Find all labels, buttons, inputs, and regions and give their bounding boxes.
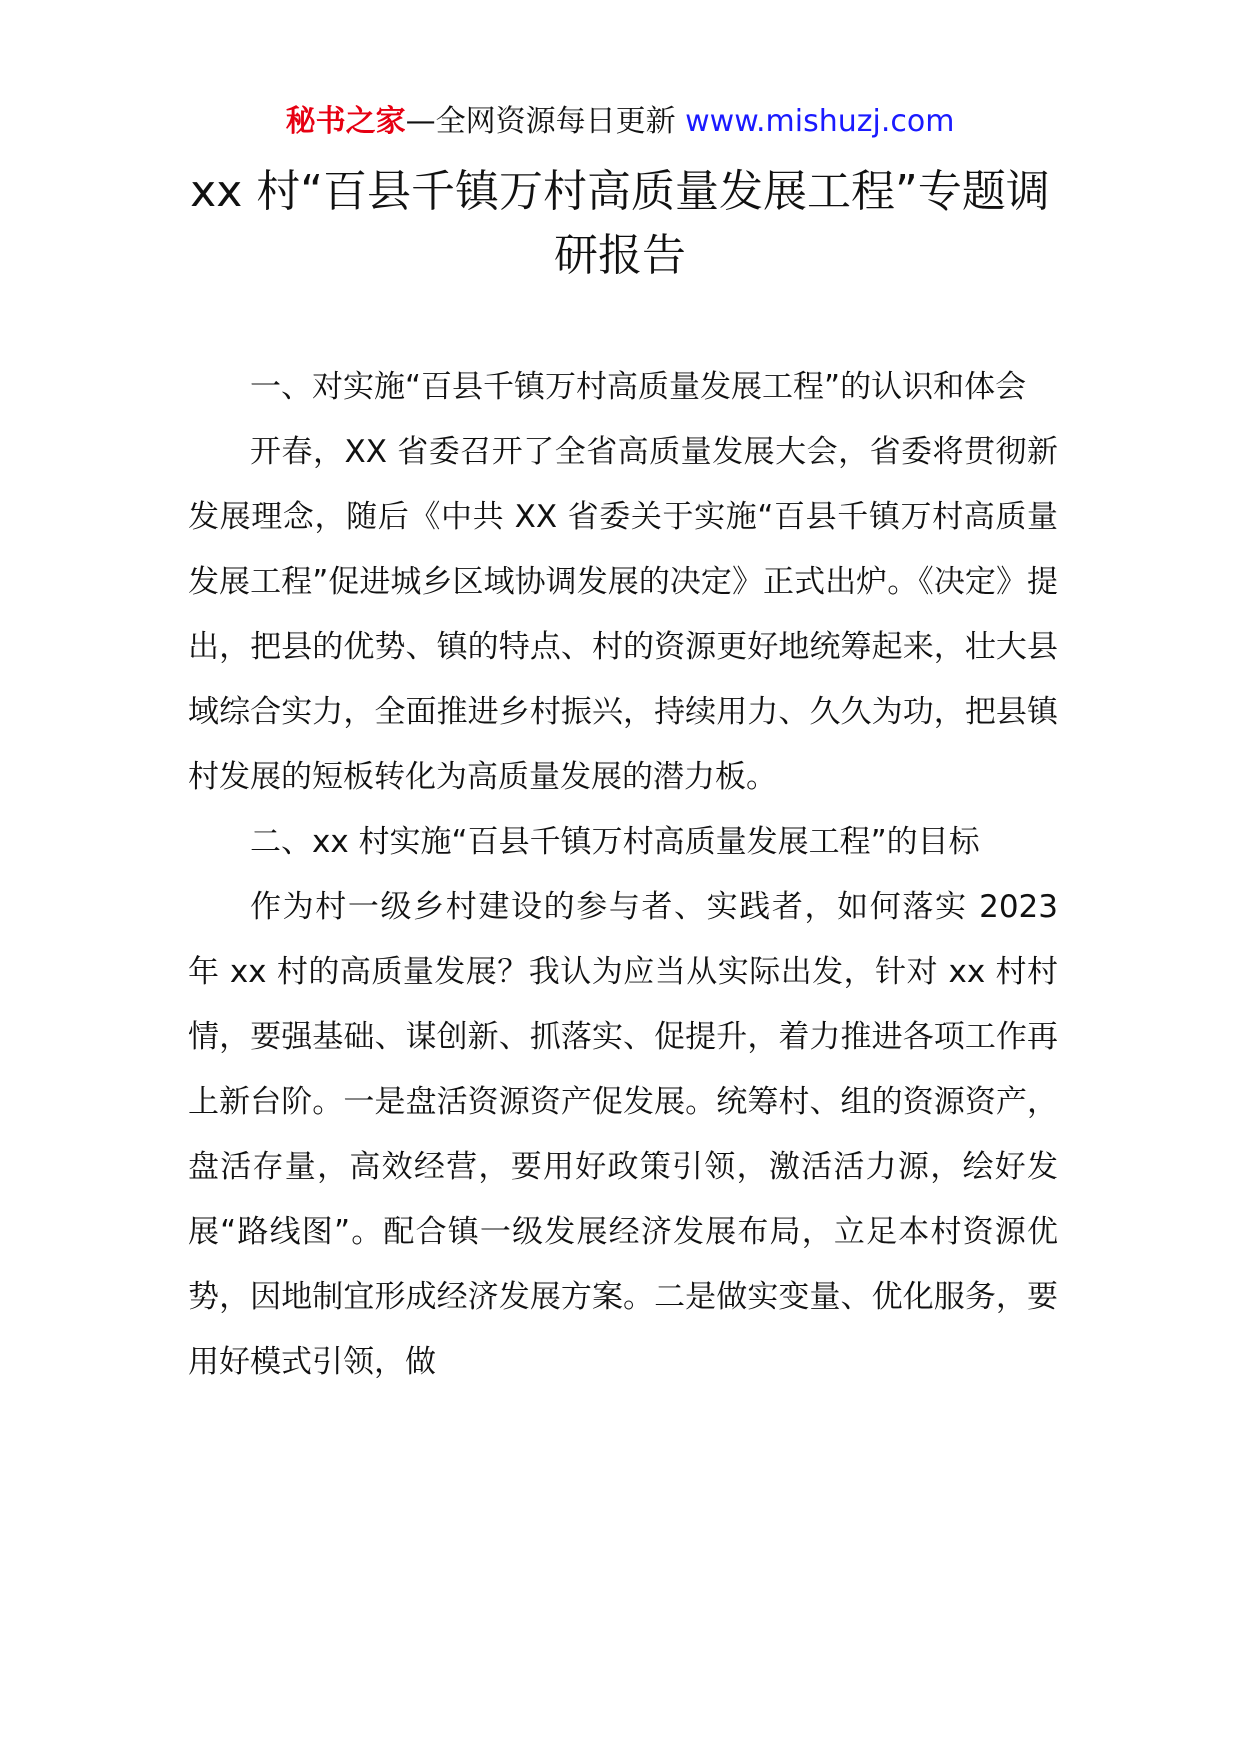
section-heading-1: 一、对实施“百县千镇万村高质量发展工程”的认识和体会	[250, 369, 1027, 405]
body-paragraph-1: 开春，XX 省委召开了全省高质量发展大会，省委将贯彻新发展理念，随后《中共 XX 省委关于实施“百县千镇万村高质量发展工程”促进城乡区域协调发展的决定》正式出炉。《决定》提出，把县的优势、镇的特点、村的资源更好地统筹起来，壮大县域综合实力，全面推进乡村振兴，持续用力、久久为功，把县镇村发展的短板转化为高质量发展的潜力板。	[188, 434, 1058, 795]
brand-name: 秘书之家	[285, 104, 406, 139]
site-url[interactable]: www.mishuzj.com	[685, 104, 955, 139]
site-header	[0, 100, 1240, 144]
section-heading-2: 二、xx 村实施“百县千镇万村高质量发展工程”的目标	[250, 824, 980, 860]
header-slogan: —全网资源每日更新	[405, 104, 676, 139]
document-title: xx 村“百县千镇万村高质量发展工程”专题调研报告	[190, 166, 1050, 281]
body-paragraph-2: 作为村一级乡村建设的参与者、实践者，如何落实 2023 年 xx 村的高质量发展？我认为应当从实际出发，针对 xx 村村情，要强基础、谋创新、抓落实、促提升，着力推进各项工作再上新台阶。一是盘活资源资产促发展。统筹村、组的资源资产，盘活存量，高效经营，要用好政策引领，激活活力源，绘好发展“路线图”。配合镇一级发展经济发展布局，立足本村资源优势，因地制宜形成经济发展方案。二是做实变量、优化服务，要用好模式引领，做	[188, 889, 1058, 1380]
document-body	[188, 355, 1058, 1395]
